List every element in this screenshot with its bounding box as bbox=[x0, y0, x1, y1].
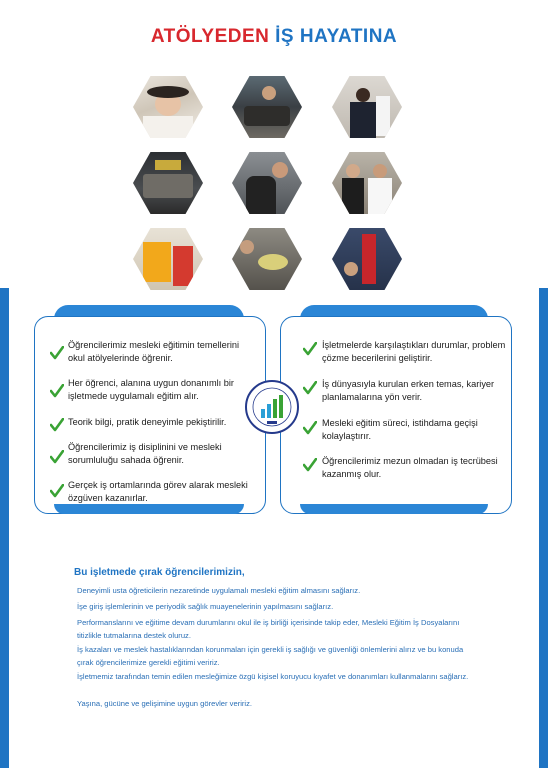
check-icon bbox=[50, 418, 64, 432]
photo-chefs bbox=[332, 152, 402, 214]
photo-barber bbox=[232, 152, 302, 214]
check-icon bbox=[303, 381, 317, 395]
photo-spa-treatment bbox=[133, 76, 203, 138]
photo-hairdresser bbox=[332, 76, 402, 138]
check-icon bbox=[50, 346, 64, 360]
right-item-4: Öğrencilerimiz mezun olmadan iş tecrübesi kazanmış olur. bbox=[322, 456, 498, 479]
check-icon bbox=[50, 484, 64, 498]
left-item-4: Öğrencilerimiz iş disiplinini ve mesleki sorumluluğu sahada öğrenir. bbox=[68, 442, 222, 465]
check-icon bbox=[303, 421, 317, 435]
right-accent-bar bbox=[539, 288, 548, 768]
photo-engine-repair bbox=[133, 152, 203, 214]
title-part-2: İŞ HAYATINA bbox=[275, 26, 398, 47]
school-logo-seal bbox=[245, 380, 299, 434]
right-item-3: Mesleki eğitim süreci, istihdama geçişi kolaylaştırır. bbox=[322, 418, 478, 441]
photo-grid bbox=[0, 0, 548, 300]
left-item-2: Her öğrenci, alanına uygun donanımlı bir işletmede uygulamalı eğitim alır. bbox=[68, 378, 234, 401]
check-icon bbox=[50, 450, 64, 464]
duty-item-2: İşe giriş işlemlerinin ve periyodik sağlık muayenelerinin yapılmasını sağlarız. bbox=[77, 602, 334, 611]
photo-electrician bbox=[133, 228, 203, 290]
right-item-1: İşletmelerde karşılaştıkları durumlar, problem çözme becerilerini geliştirir. bbox=[322, 340, 506, 363]
photo-kitchen-cooking bbox=[232, 228, 302, 290]
left-accent-bar bbox=[0, 288, 9, 768]
duty-item-6: Yaşına, gücüne ve gelişimine uygun görevler veririz. bbox=[77, 699, 253, 708]
duty-item-4: İş kazaları ve meslek hastalıklarından korunmaları için gerekli iş sağlığı ve güvenliği önlemlerini alırız ve bu konuda çırak öğrencilerimize gerekli eğitimi veririz. bbox=[77, 645, 464, 667]
check-icon bbox=[303, 458, 317, 472]
left-item-3: Teorik bilgi, pratik deneyimle pekiştirilir. bbox=[68, 417, 227, 427]
check-icon bbox=[303, 342, 317, 356]
left-item-1: Öğrencilerimiz mesleki eğitimin temellerini okul atölyelerinde öğrenir. bbox=[68, 340, 240, 363]
right-item-2: İş dünyasıyla kurulan erken temas, kariyer planlamalarına yön verir. bbox=[322, 379, 495, 402]
duty-item-5: İşletmemiz tarafından temin edilen mesleğimize özgü kişisel koruyucu kıyafet ve donanımları kullanmalarını sağlarız. bbox=[77, 672, 469, 681]
left-panel-footer-tab bbox=[54, 504, 244, 514]
check-icon bbox=[50, 384, 64, 398]
right-panel-footer-tab bbox=[300, 504, 488, 514]
title-part-1: ATÖLYEDEN bbox=[150, 26, 276, 47]
left-item-5: Gerçek iş ortamlarında görev alarak mesleki özgüven kazanırlar. bbox=[68, 480, 248, 503]
photo-industrial-machine bbox=[332, 228, 402, 290]
section-heading: Bu işletmede çırak öğrencilerimizin, bbox=[74, 567, 245, 578]
duty-item-3: Performanslarını ve eğitime devam durumlarını okul ile iş birliği içerisinde takip eder, Mesleki Eğitim İş Dosyalarını titizlikle tutmalarına destek oluruz. bbox=[77, 618, 460, 640]
duty-item-1: Deneyimli usta öğreticilerin nezaretinde uygulamalı mesleki eğitim almasını sağlarız. bbox=[77, 586, 361, 595]
photo-auto-mechanics bbox=[232, 76, 302, 138]
